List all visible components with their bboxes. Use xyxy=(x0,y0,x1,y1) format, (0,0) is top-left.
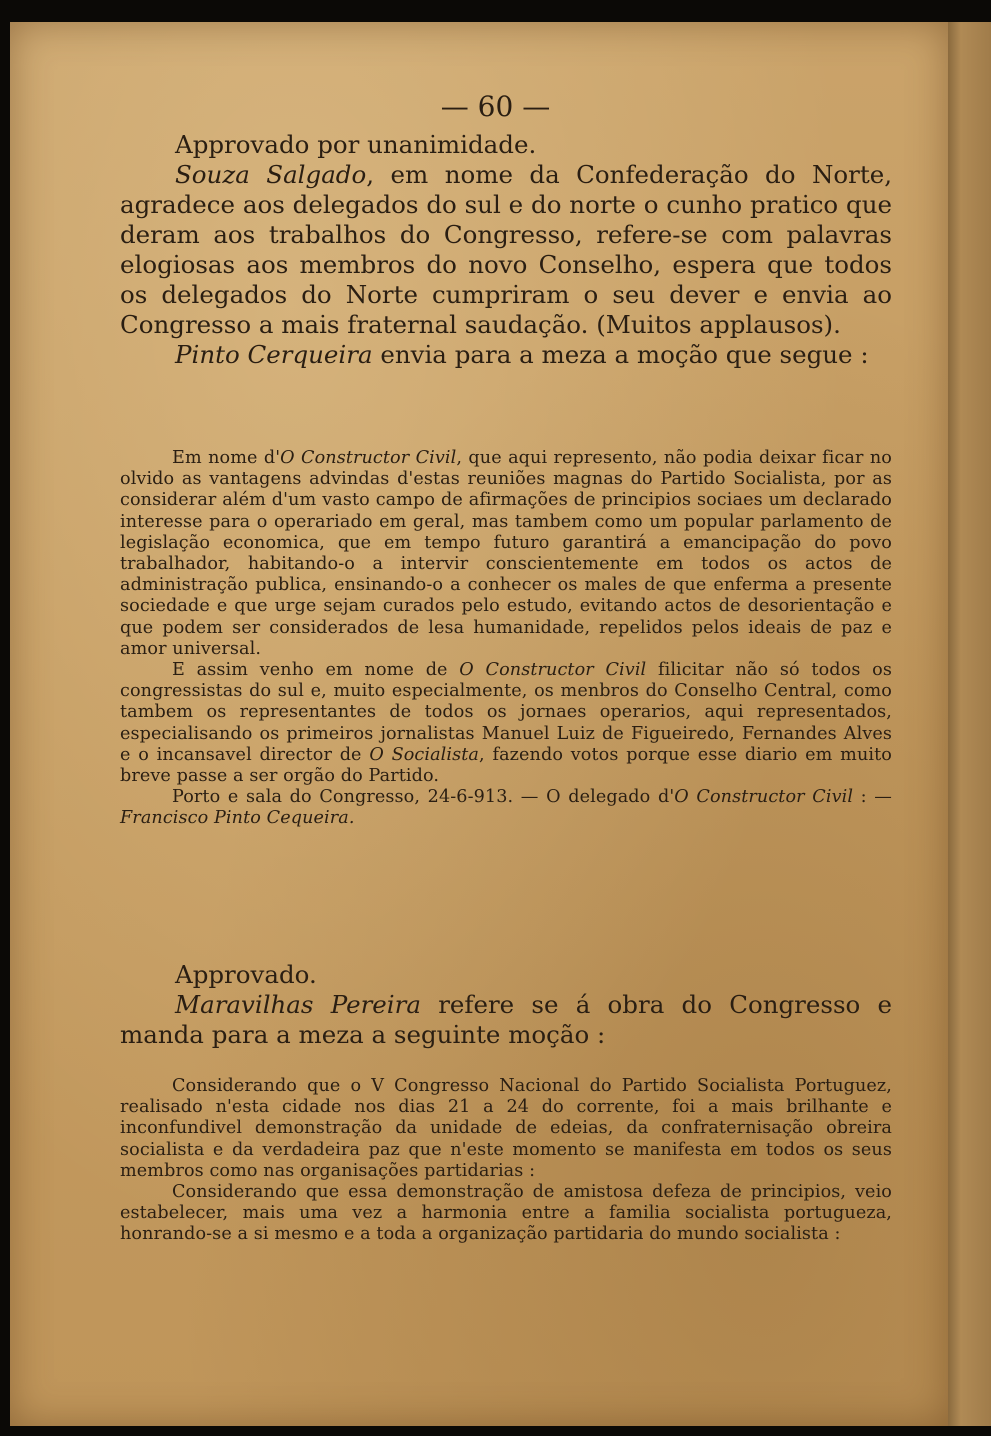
signature: Francisco Pinto Cequeira. xyxy=(120,808,355,829)
approval-text: Approvado. xyxy=(175,960,317,989)
approval-line xyxy=(120,130,892,160)
motion-congresso xyxy=(120,1076,892,1246)
top-section xyxy=(120,130,892,370)
paragraph-text: refere se á obra do Congresso e manda para a meza a seguinte moção : xyxy=(120,990,892,1049)
page-edge xyxy=(948,22,991,1426)
text-span: Em nome d' xyxy=(172,448,281,468)
text-span: Porto e sala do Congresso, 24-6-913. — O delegado d' xyxy=(172,787,675,808)
page-number: — 60 — xyxy=(440,90,551,123)
text-span: , que aqui represento, não podia deixar ficar no olvido as vantagens advindas d'estas reuniões magnas do Partido Socialista, por as considerar além d'um vasto campo de afirmações de principios sociaes um declarado interesse para o operariado em geral, mas tambem como um popular parlamento de legislação economica, que em tempo futuro garantirá a emancipação do povo trabalhador, habitando-o a intervir conscientemente em todos os actos de administração publica, ensinando-o a conhecer os males de que enferma a presente sociedade e que urge sejam curados pelo estudo, evitando actos de desorientação e que podem ser considerados de lesa humanidade, repelidos pelos ideais de paz e amor universal. xyxy=(120,448,892,659)
motion1-paragraph-2 xyxy=(120,660,892,787)
speaker-name: Maravilhas Pereira xyxy=(175,990,421,1019)
publication-title: O Constructor Civil xyxy=(280,448,457,468)
publication-title: O Socialista xyxy=(369,744,480,765)
text-span: E assim venho em nome de xyxy=(172,660,460,681)
text-span: , fazendo votos porque esse diario em muito breve passe a ser orgão do Partido. xyxy=(120,744,892,787)
motion2-paragraph-2: Considerando que essa demonstração de amistosa defeza de principios, veio estabelecer, mais uma vez a harmonia entre a familia socialista portugueza, honrando-se a si mesmo e a toda a organização partidaria do mundo socialista : xyxy=(120,1182,892,1245)
publication-title: O Constructor Civil xyxy=(674,787,854,808)
text-span: filicitar não só todos os congressistas do sul e, muito especialmente, os menbros do Conselho Central, como tambem os representantes de todos os jornaes operarios, aqui representados, especialisando os primeiros jornalistas Manuel Luiz de Figueiredo, Fernandes Alves e o incansavel director de xyxy=(120,660,892,765)
approval-text: Approvado por unanimidade. xyxy=(175,130,537,159)
approval-line-2 xyxy=(120,960,892,990)
paragraph-text: envia para a meza a moção que segue : xyxy=(372,340,869,369)
motion2-paragraph-1: Considerando que o V Congresso Nacional do Partido Socialista Portuguez, realisado n'esta cidade nos dias 21 a 24 do corrente, foi a mais brilhante e inconfundivel demonstração da unidade de edeias, da confraternisação obreira socialista e da verdadeira paz que n'este momento se manifesta em todos os seus membros como nas organisações partidarias : xyxy=(120,1076,892,1181)
middle-section xyxy=(120,960,892,1050)
speaker-name: Pinto Cerqueira xyxy=(175,340,373,369)
publication-title: O Constructor Civil xyxy=(459,660,647,681)
motion-constructor-civil xyxy=(120,448,892,830)
pinto-cerqueira-paragraph xyxy=(120,340,892,370)
text-span: : — xyxy=(853,787,893,808)
paragraph-text: , em nome da Confederação do Norte, agradece aos delegados do sul e do norte o cunho pratico que deram aos trabalhos do Congresso, refere-se com palavras elogiosas aos membros do novo Conselho, espera que todos os delegados do Norte cumpriram o seu dever e envia ao Congresso a mais fraternal saudação. (Muitos applausos). xyxy=(120,160,892,339)
souza-salgado-paragraph xyxy=(120,160,892,340)
maravilhas-pereira-paragraph xyxy=(120,990,892,1050)
motion1-signature xyxy=(120,787,892,829)
speaker-name: Souza Salgado xyxy=(175,160,367,189)
motion1-paragraph-1 xyxy=(120,448,892,660)
